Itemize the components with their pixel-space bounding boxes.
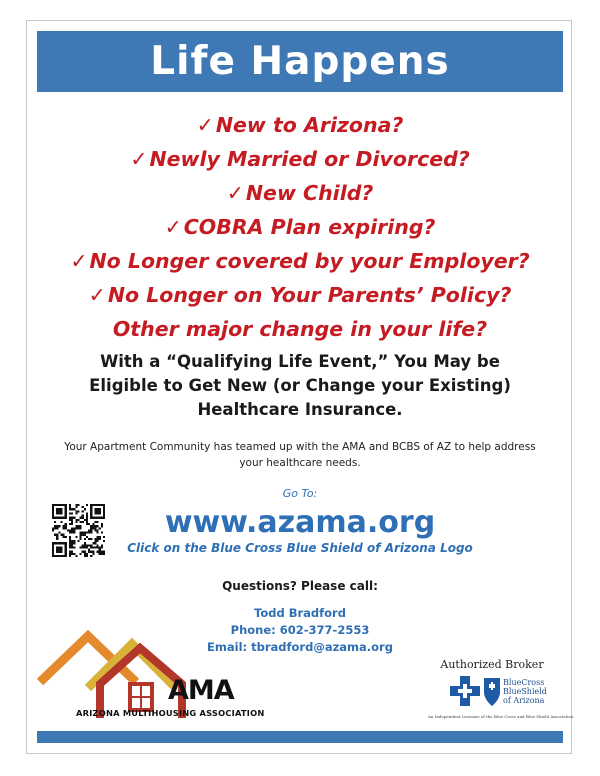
title-banner <box>37 31 563 92</box>
bcbs-logo-text <box>503 678 547 705</box>
footer-bar <box>37 731 563 743</box>
life-events-list <box>30 108 570 346</box>
life-event-text: No Longer on Your Parents’ Policy? <box>107 283 512 307</box>
ama-logo-text: AMA <box>168 675 234 706</box>
checkmark-icon: ✓ <box>130 147 148 171</box>
questions-label: Questions? Please call: <box>222 579 378 593</box>
bcbs-line-3: of Arizona <box>503 696 545 705</box>
life-event-item <box>30 176 570 210</box>
life-event-text: No Longer covered by your Employer? <box>89 249 530 273</box>
authorized-broker-label: Authorized Broker <box>440 658 544 671</box>
checkmark-icon: ✓ <box>196 113 214 137</box>
qualifying-event-statement <box>30 350 570 422</box>
life-event-text: COBRA Plan expiring? <box>183 215 436 239</box>
community-note <box>40 439 560 471</box>
life-event-item <box>30 244 570 278</box>
qualifying-line-2: Eligible to Get New (or Change your Existing) <box>89 376 511 395</box>
qualifying-line-3: Healthcare Insurance. <box>197 400 403 419</box>
checkmark-icon: ✓ <box>70 249 88 273</box>
bcbs-line-1: BlueCross <box>503 678 545 687</box>
bcbs-fine-print: An Independent Licensee of the Blue Cross and Blue Shield Association <box>428 714 574 719</box>
checkmark-icon: ✓ <box>88 283 106 307</box>
contact-name: Todd Bradford <box>254 606 346 620</box>
life-event-text: Newly Married or Divorced? <box>149 147 470 171</box>
life-event-item <box>30 142 570 176</box>
life-event-text: New to Arizona? <box>215 113 404 137</box>
life-event-item <box>30 108 570 142</box>
life-event-item <box>30 210 570 244</box>
life-event-text: Other major change in your life? <box>112 317 488 341</box>
life-event-item <box>30 312 570 346</box>
contact-phone[interactable]: Phone: 602-377-2553 <box>230 623 370 637</box>
community-line-1: Your Apartment Community has teamed up with the AMA and BCBS of AZ to help address <box>64 441 536 453</box>
qualifying-line-1: With a “Qualifying Life Event,” You May be <box>100 352 500 371</box>
life-event-item <box>30 278 570 312</box>
ama-logo-subtitle: ARIZONA MULTIHOUSING ASSOCIATION <box>76 708 265 718</box>
checkmark-icon: ✓ <box>164 215 182 239</box>
page-title: Life Happens <box>150 39 450 84</box>
checkmark-icon: ✓ <box>226 181 244 205</box>
community-line-2: your healthcare needs. <box>239 457 361 469</box>
life-event-text: New Child? <box>245 181 374 205</box>
bcbs-line-2: BlueShield <box>503 687 547 696</box>
go-to-label: Go To: <box>282 487 318 500</box>
contact-email[interactable]: Email: tbradford@azama.org <box>207 640 393 654</box>
click-instruction: Click on the Blue Cross Blue Shield of Arizona Logo <box>127 541 473 555</box>
website-link[interactable]: www.azama.org <box>164 505 436 540</box>
ama-roof-logo-icon <box>36 622 316 722</box>
